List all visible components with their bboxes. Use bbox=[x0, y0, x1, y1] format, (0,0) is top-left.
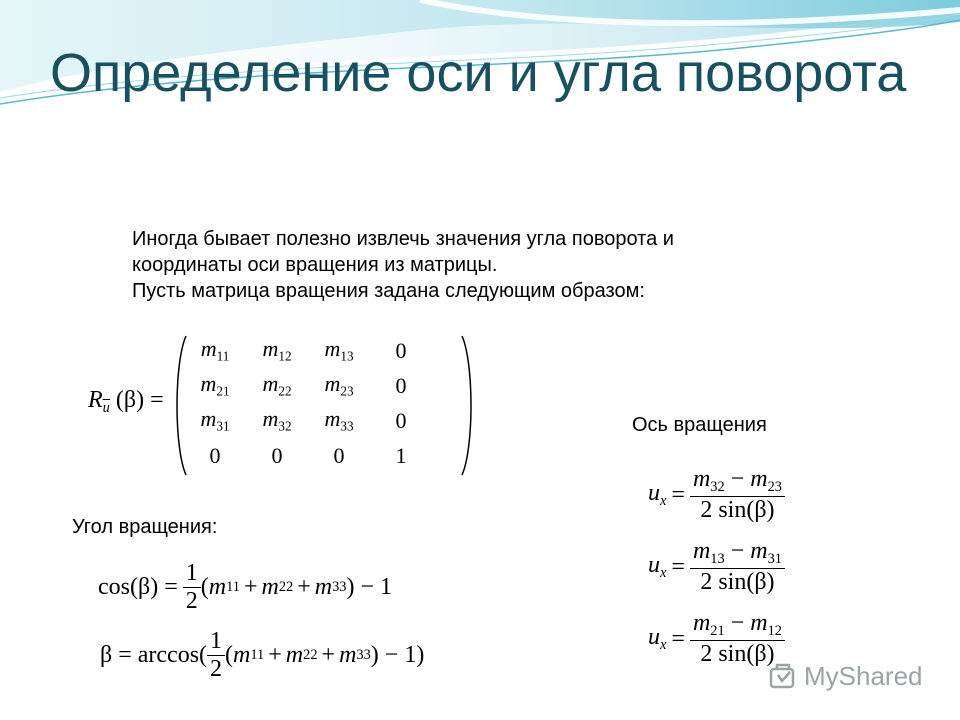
angle-label: Угол вращения: bbox=[72, 516, 218, 538]
slide-title: Определение оси и угла поворота bbox=[50, 43, 907, 103]
intro-text bbox=[132, 226, 852, 304]
watermark-text: MyShared bbox=[804, 660, 923, 691]
myshared-logo-icon bbox=[768, 661, 798, 691]
axis-fraction: $\frac{m_{32} - m_{23}}{2 \sin(\beta)}$ bbox=[690, 466, 785, 524]
matrix-lhs-arg: (β) = bbox=[115, 387, 164, 413]
matrix-lhs bbox=[88, 387, 164, 417]
axis-fraction: $\frac{m_{13} - m_{31}}{2 \sin(\beta)}$ bbox=[690, 538, 785, 596]
watermark bbox=[768, 656, 923, 696]
arccos-angle-formula: β = arccos( $\frac{1}{2}$ ( m 11 + m 22 + m 33 ) − 1) bbox=[100, 628, 425, 682]
matrix-cell: $m_{33}$ bbox=[324, 406, 354, 434]
cos-angle-formula: cos(β) = $\frac{1}{2}$ ( m 11 + m 22 + m 33 ) − 1 bbox=[98, 560, 393, 614]
matrix-cell: 0 bbox=[395, 407, 407, 433]
matrix-body bbox=[174, 333, 474, 478]
axis-label: Ось вращения bbox=[632, 414, 767, 436]
matrix-cell: 0 bbox=[333, 442, 345, 468]
matrix-cell: 0 bbox=[271, 442, 283, 468]
matrix-cell: 0 bbox=[395, 337, 407, 363]
matrix-row bbox=[184, 368, 432, 403]
matrix-row bbox=[184, 438, 432, 473]
matrix-cell: $m_{11}$ bbox=[200, 336, 230, 364]
matrix-row bbox=[184, 333, 432, 368]
matrix-cell: 0 bbox=[395, 372, 407, 398]
matrix-cell: $m_{23}$ bbox=[324, 371, 354, 399]
matrix-cell: 1 bbox=[395, 442, 407, 468]
half-fraction: $\frac{1}{2}$ bbox=[207, 628, 225, 683]
matrix-lhs-symbol: R bbox=[88, 387, 103, 413]
intro-line-1: Иногда бывает полезно извлечь значения угла поворота и bbox=[132, 228, 674, 250]
matrix-lhs-subscript: u bbox=[102, 400, 110, 417]
axis-formula-1: $u_x$ = $\frac{m_{32} - m_{23}}{2 \sin(\beta)}$ bbox=[648, 466, 785, 524]
axis-formula-2: $u_x$ = $\frac{m_{13} - m_{31}}{2 \sin(\beta)}$ bbox=[648, 538, 785, 596]
matrix-cell: 0 bbox=[209, 442, 221, 468]
matrix-cell: $m_{13}$ bbox=[324, 336, 354, 364]
axis-formula-3: $u_x$ = $\frac{m_{21} - m_{12}}{2 \sin(\beta)}$ bbox=[648, 610, 785, 668]
matrix-cell: $m_{12}$ bbox=[262, 336, 292, 364]
intro-line-2: координаты оси вращения из матрицы. bbox=[132, 254, 498, 276]
matrix-cell: $m_{21}$ bbox=[200, 371, 230, 399]
matrix-cell: $m_{32}$ bbox=[262, 406, 292, 434]
matrix-cell: $m_{22}$ bbox=[262, 371, 292, 399]
matrix-cell: $m_{31}$ bbox=[200, 406, 230, 434]
matrix-row bbox=[184, 403, 432, 438]
intro-line-3: Пусть матрица вращения задана следующим образом: bbox=[132, 280, 645, 302]
axis-fraction: $\frac{m_{21} - m_{12}}{2 \sin(\beta)}$ bbox=[690, 610, 785, 668]
half-fraction: $\frac{1}{2}$ bbox=[183, 560, 201, 615]
matrix-table bbox=[184, 333, 432, 473]
